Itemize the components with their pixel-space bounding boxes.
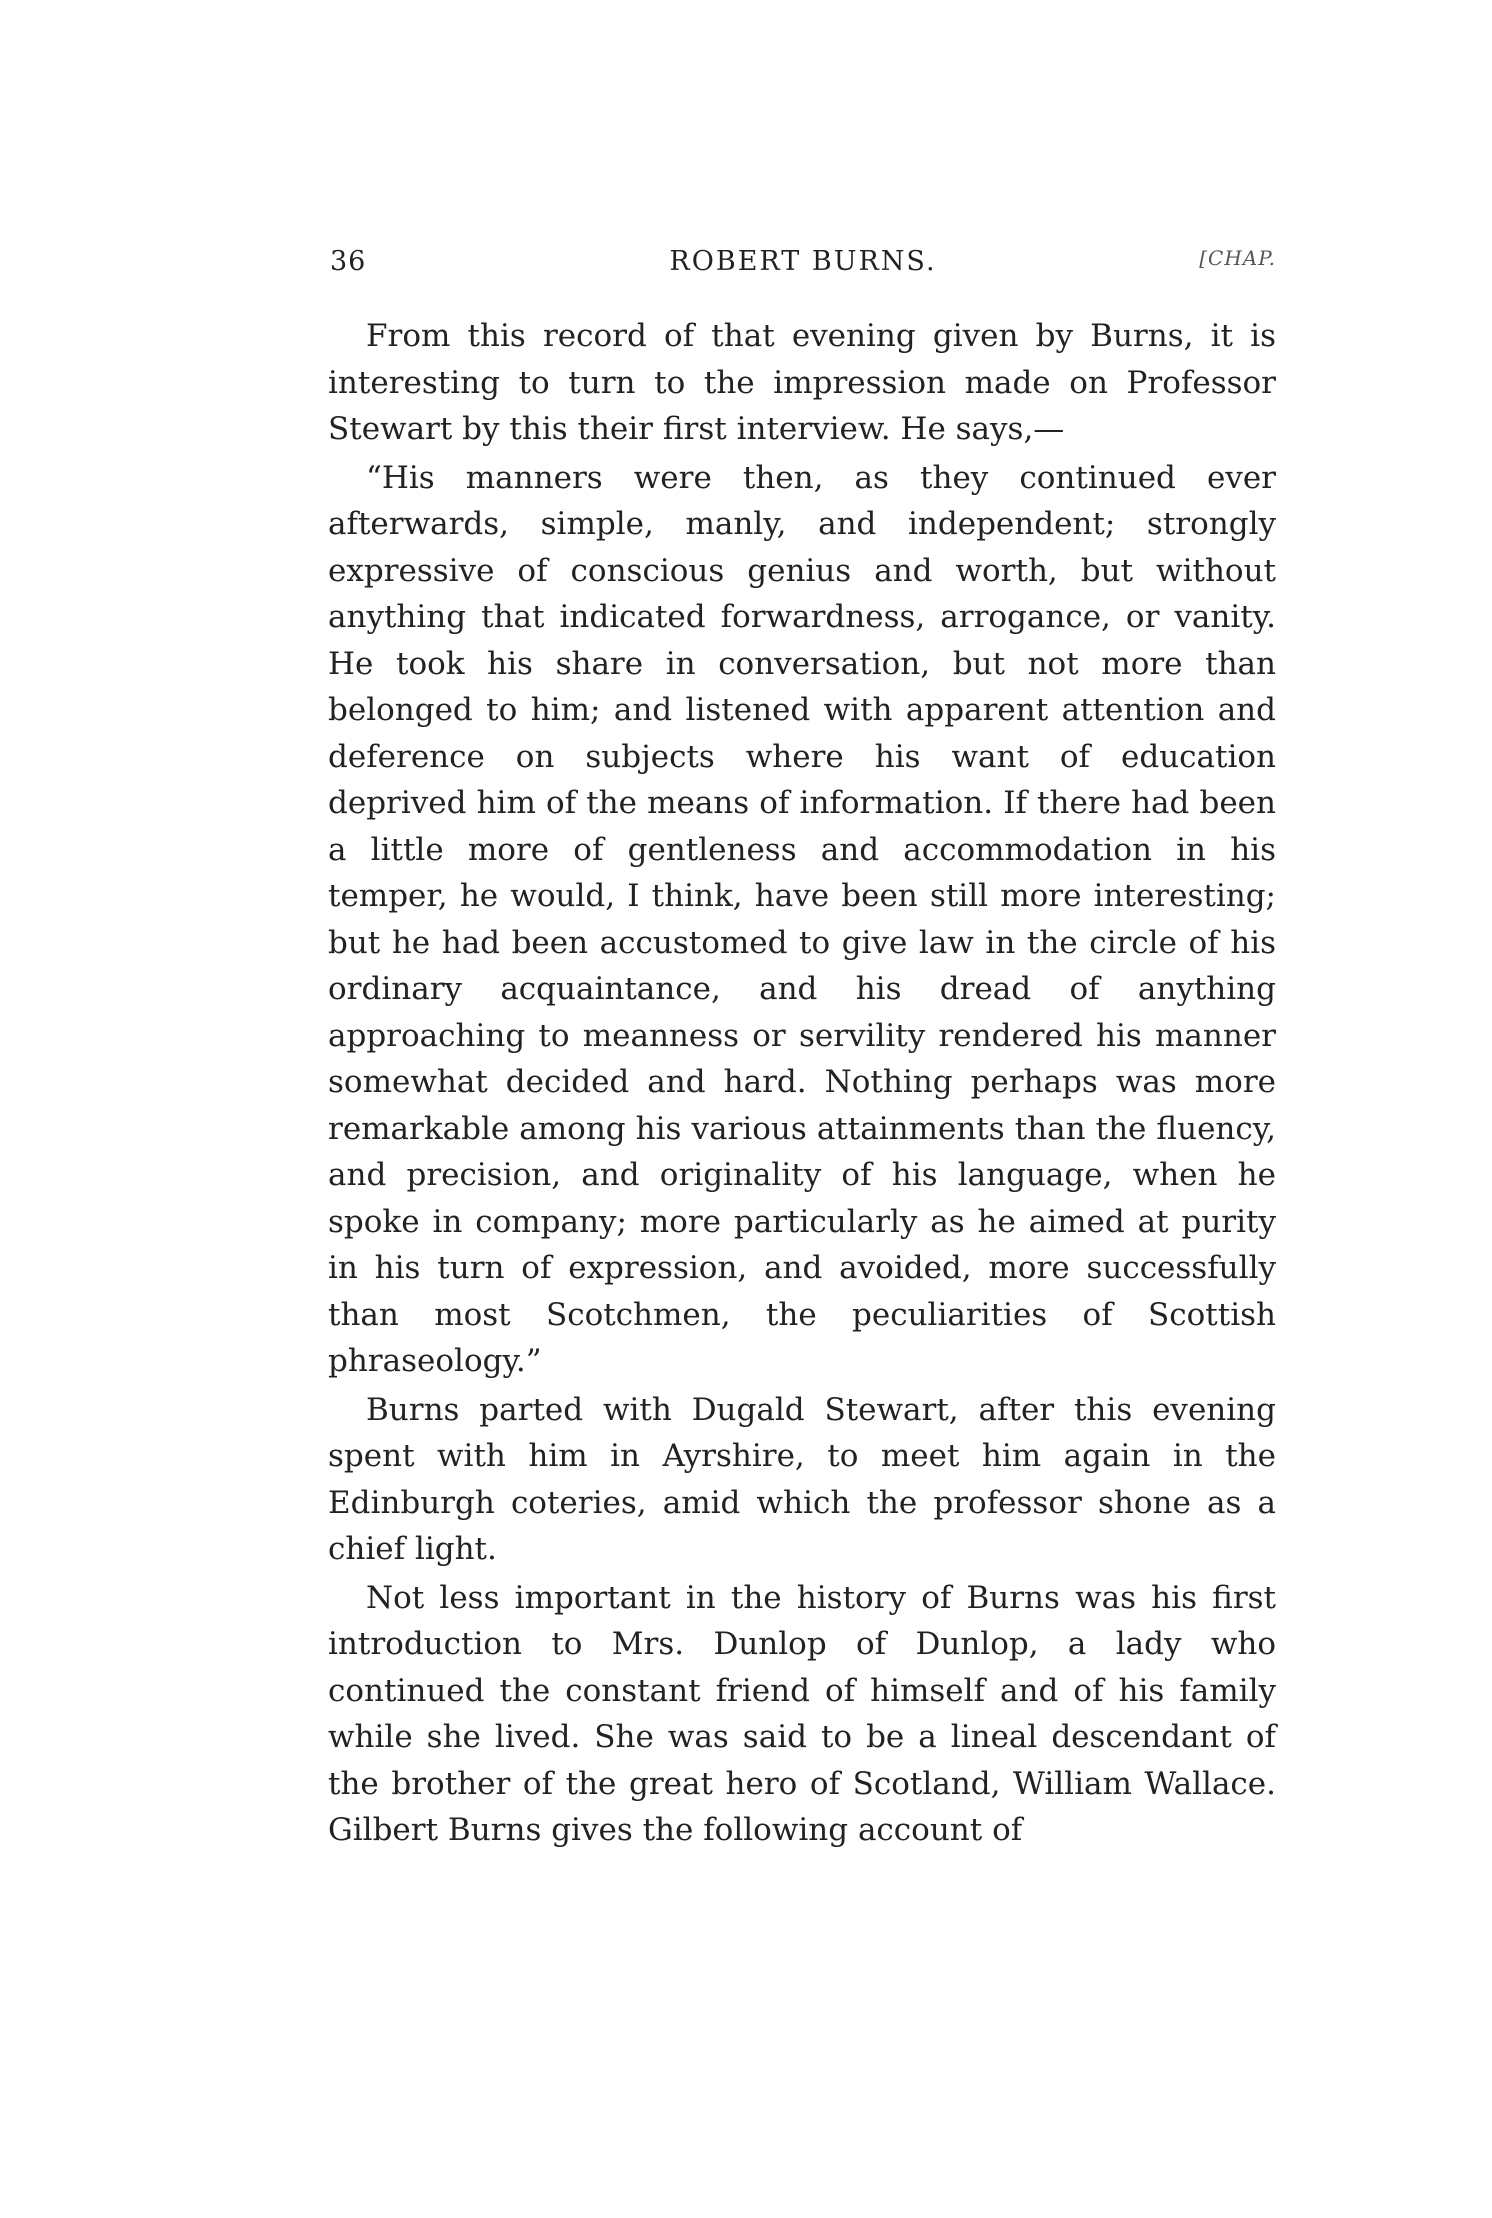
chapter-mark: [CHAP. bbox=[1199, 246, 1276, 270]
body-text bbox=[328, 313, 1276, 1854]
paragraph-intro: From this record of that evening given by Burns, it is interesting to turn to the impression made on Professor Stewart by this their first interview. He says,— bbox=[328, 318, 1276, 447]
running-title: ROBERT BURNS. bbox=[669, 246, 937, 277]
page-header bbox=[330, 246, 1276, 286]
paragraph-dunlop: Not less important in the history of Burns was his first introduction to Mrs. Dunlop of Dunlop, a lady who continued the constant friend of himself and of his family while she lived. She was said to be a lineal descendant of the brother of the great hero of Scotland, William Wallace. Gilbert Burns gives the following account of bbox=[328, 1579, 1276, 1848]
paragraph-stewart-quote: “His manners were then, as they continued ever afterwards, simple, manly, and independent; strongly expressive of conscious genius and worth, but without anything that indicated forwardness, arrogance, or vanity. He took his share in conversation, but not more than belonged to him; and listened with apparent attention and deference on subjects where his want of education deprived him of the means of information. If there had been a little more of gentleness and accommodation in his temper, he would, I think, have been still more interesting; but he had been accustomed to give law in the circle of his ordinary acquaintance, and his dread of anything approaching to meanness or servility rendered his manner somewhat decided and hard. Nothing perhaps was more remarkable among his various attainments than the fluency, and precision, and originality of his language, when he spoke in company; more particularly as he aimed at purity in his turn of expression, and avoided, more successfully than most Scotchmen, the peculiarities of Scottish phraseology.” bbox=[328, 459, 1276, 1379]
page-number: 36 bbox=[330, 246, 367, 277]
paragraph-parted: Burns parted with Dugald Stewart, after this evening spent with him in Ayrshire, to meet him again in the Edinburgh coteries, amid which the professor shone as a chief light. bbox=[328, 1391, 1276, 1567]
